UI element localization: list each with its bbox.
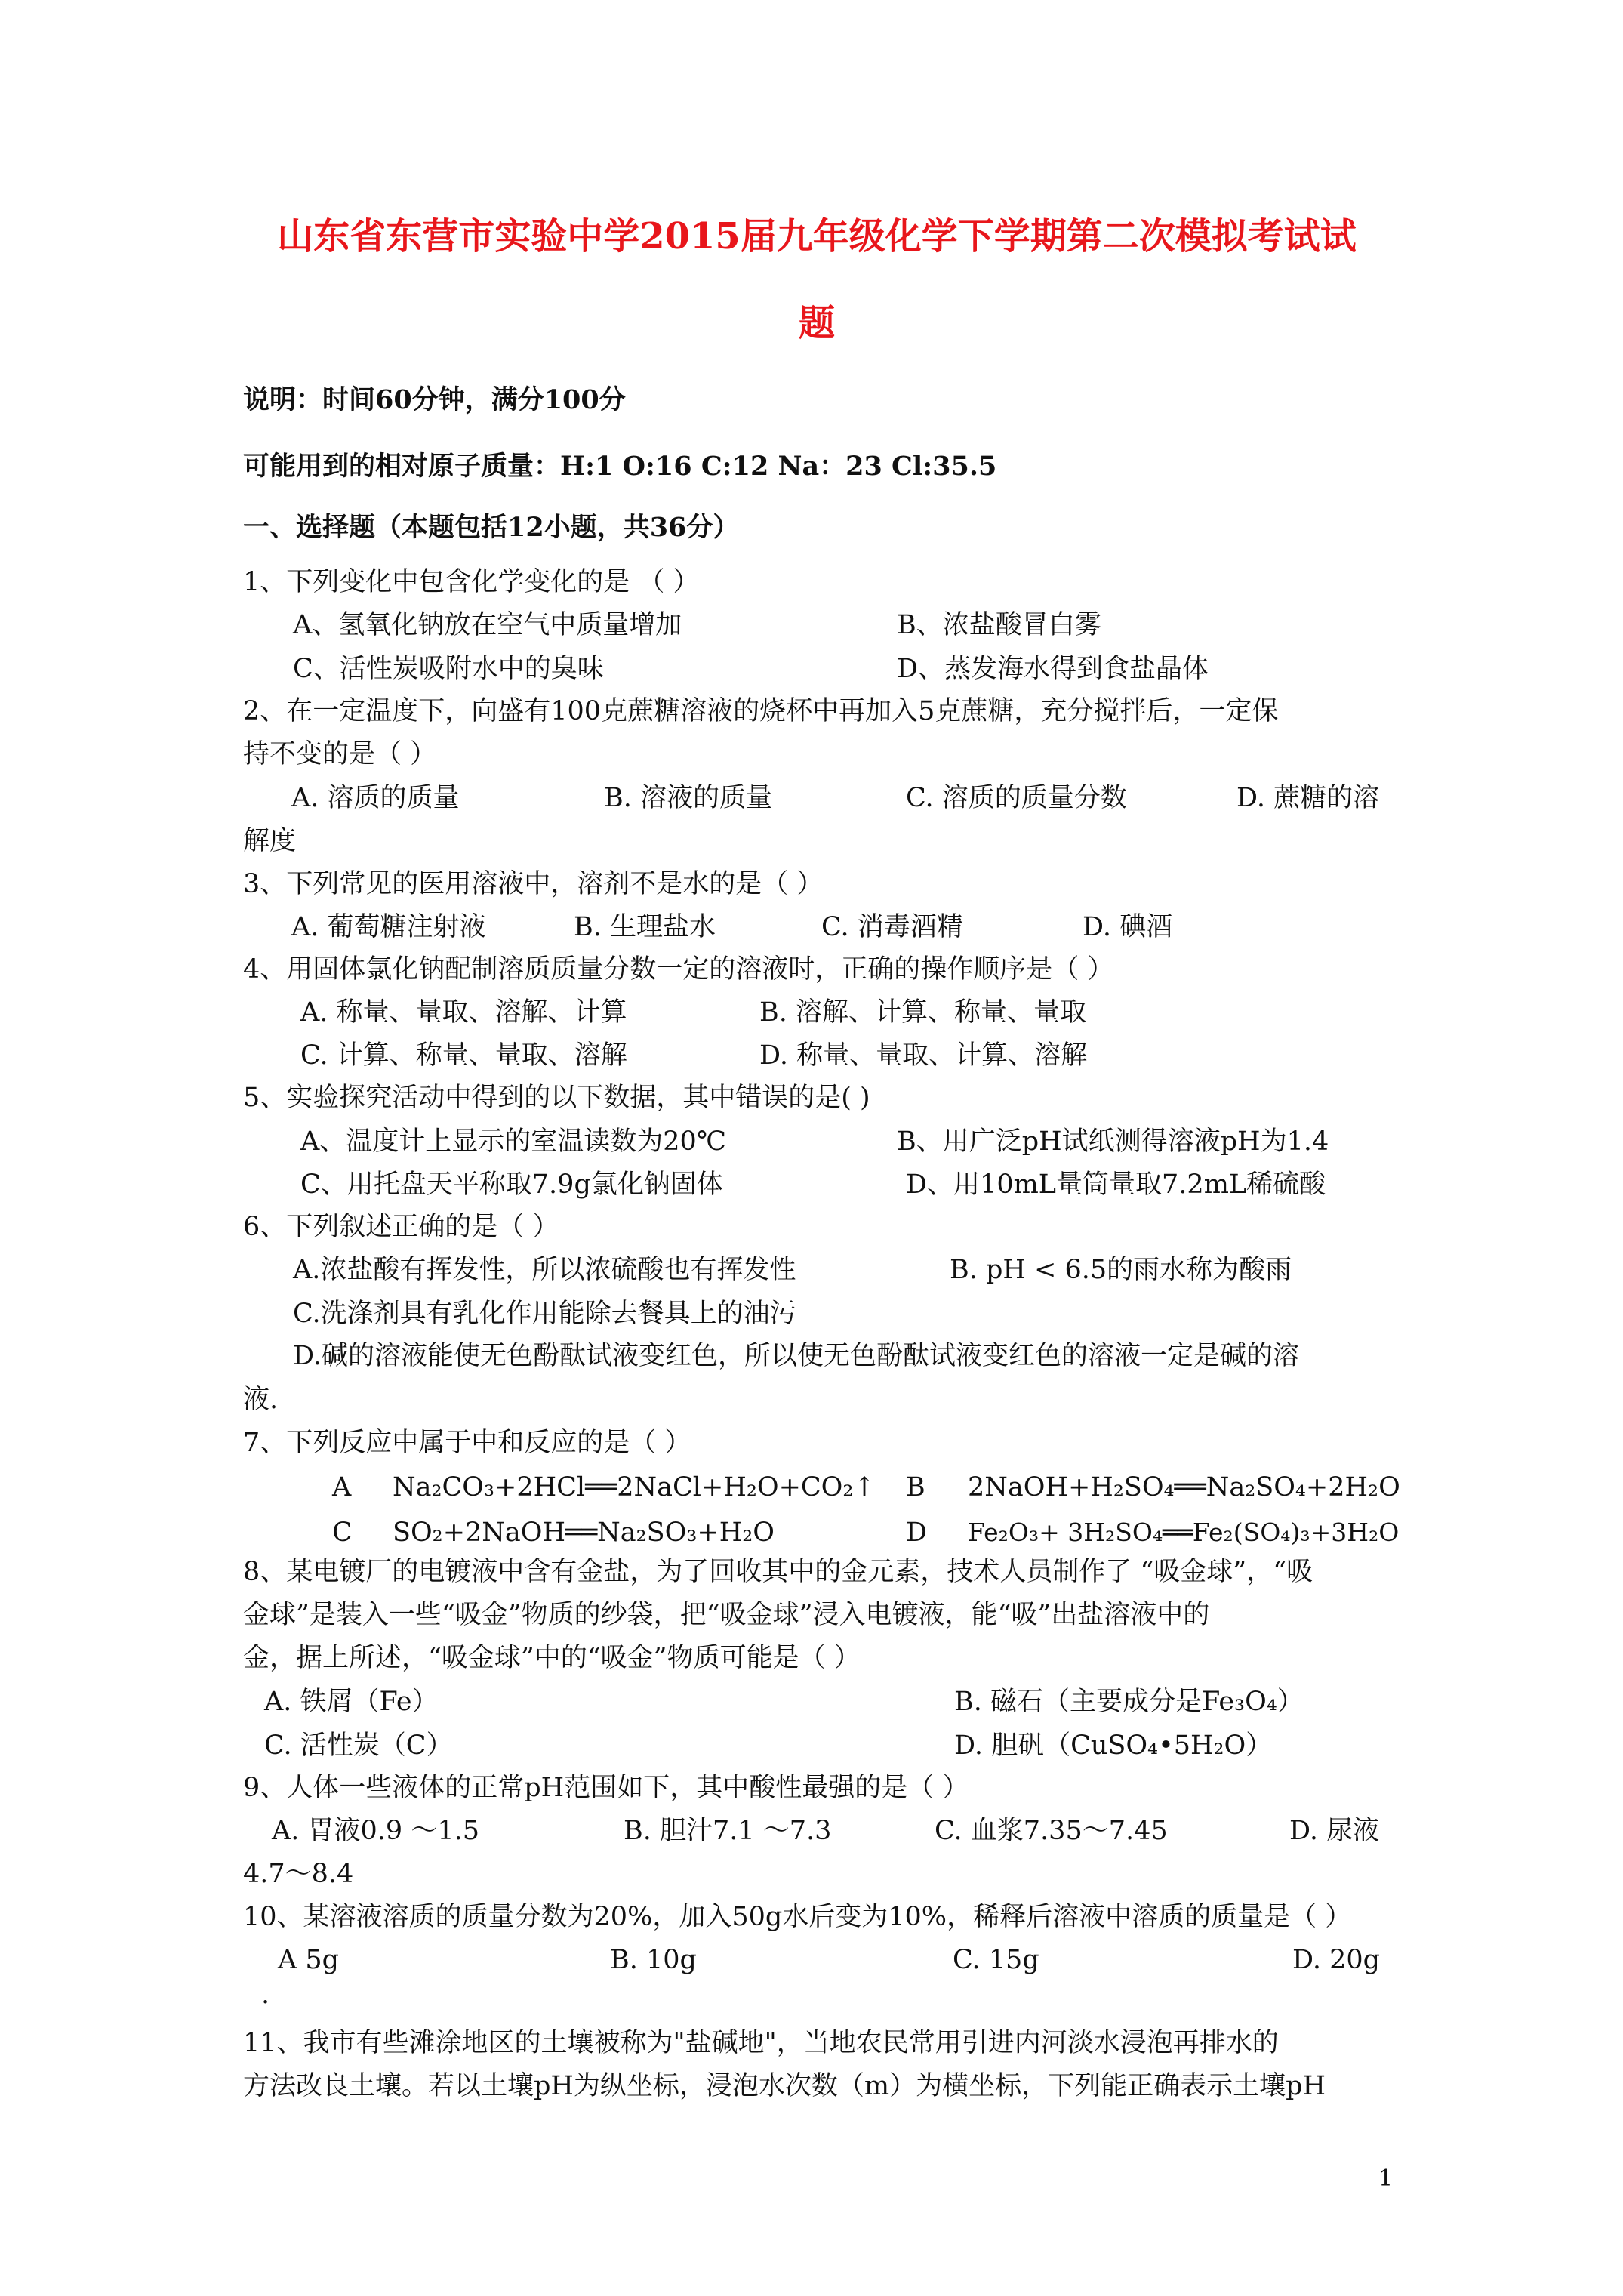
q9-stem: 9、人体一些液体的正常pH范围如下，其中酸性最强的是（ ）	[243, 1773, 969, 1803]
q8-option-c: C. 活性炭（C）	[264, 1730, 453, 1761]
section-heading: 一、选择题（本题包括12小题，共36分）	[243, 512, 740, 543]
q1-option-a: A、氢氧化钠放在空气中质量增加	[293, 610, 682, 640]
q2-option-a: A. 溶质的质量	[291, 783, 460, 813]
q7-option-b-equation: 2NaOH+H₂SO₄══Na₂SO₄+2H₂O	[968, 1472, 1400, 1502]
q4-stem: 4、用固体氯化钠配制溶质质量分数一定的溶液时，正确的操作顺序是（ ）	[243, 954, 1114, 985]
q8-option-d: D. 胆矾（CuSO₄•5H₂O）	[954, 1730, 1273, 1761]
q3-option-b: B. 生理盐水	[574, 912, 716, 942]
q11-stem-line2: 方法改良土壤。若以土壤pH为纵坐标，浸泡水次数（m）为横坐标，下列能正确表示土壤pH	[243, 2071, 1326, 2101]
q1-option-b: B、浓盐酸冒白雾	[897, 610, 1101, 640]
q8-stem-line2: 金球”是装入一些“吸金”物质的纱袋，把“吸金球”浸入电镀液，能“吸”出盐溶液中的	[243, 1600, 1210, 1630]
page-number: 1	[1378, 2165, 1394, 2192]
q5-option-a: A、温度计上显示的室温读数为20℃	[300, 1126, 726, 1157]
q4-option-d: D. 称量、量取、计算、溶解	[759, 1040, 1088, 1071]
q8-option-b: B. 磁石（主要成分是Fe₃O₄）	[954, 1687, 1304, 1717]
q3-option-a: A. 葡萄糖注射液	[291, 912, 486, 942]
q8-option-a: A. 铁屑（Fe）	[264, 1687, 439, 1717]
atomic-mass-info: 可能用到的相对原子质量：H:1 O:16 C:12 Na：23 Cl:35.5	[243, 451, 997, 482]
q10-option-b: B. 10g	[610, 1945, 697, 1975]
q5-stem: 5、实验探究活动中得到的以下数据，其中错误的是( )	[243, 1083, 870, 1113]
q6-option-b: B. pH < 6.5的雨水称为酸雨	[950, 1255, 1292, 1285]
q7-option-d-label: D	[906, 1518, 928, 1548]
q2-stem-line2: 持不变的是（ ）	[243, 739, 437, 769]
q10-option-d: D. 20g	[1292, 1945, 1381, 1975]
q4-option-b: B. 溶解、计算、称量、量取	[759, 997, 1086, 1028]
q2-option-c: C. 溶质的质量分数	[906, 783, 1127, 813]
q5-option-c: C、用托盘天平称取7.9g氯化钠固体	[300, 1170, 723, 1200]
q1-option-d: D、蒸发海水得到食盐晶体	[897, 654, 1209, 684]
q1-stem: 1、下列变化中包含化学变化的是 （ ）	[243, 567, 700, 597]
exam-title-line2: 题	[798, 302, 835, 344]
q8-stem-line1: 8、某电镀厂的电镀液中含有金盐，为了回收其中的金元素，技术人员制作了 “吸金球”，“吸	[243, 1557, 1313, 1587]
q9-option-b: B. 胆汁7.1 ～7.3	[624, 1816, 832, 1846]
q7-stem: 7、下列反应中属于中和反应的是（ ）	[243, 1428, 691, 1458]
q9-option-a: A. 胃液0.9 ～1.5	[272, 1816, 479, 1846]
q6-option-c: C.洗涤剂具有乳化作用能除去餐具上的油污	[293, 1299, 796, 1329]
q8-stem-line3: 金，据上所述，“吸金球”中的“吸金”物质可能是（ ）	[243, 1643, 861, 1673]
q2-option-b: B. 溶液的质量	[604, 783, 772, 813]
q6-option-d-cont: 液.	[243, 1385, 279, 1415]
q3-option-c: C. 消毒酒精	[821, 912, 963, 942]
q7-option-c-equation: SO₂+2NaOH══Na₂SO₃+H₂O	[393, 1518, 775, 1548]
q9-option-d-cont: 4.7～8.4	[243, 1859, 354, 1889]
q7-option-b-label: B	[906, 1472, 925, 1502]
q6-stem: 6、下列叙述正确的是（ ）	[243, 1212, 559, 1242]
exam-title-line1: 山东省东营市实验中学2015届九年级化学下学期第二次模拟考试试	[277, 215, 1357, 257]
q10-option-c: C. 15g	[953, 1945, 1039, 1975]
q7-option-a-equation: Na₂CO₃+2HCl══2NaCl+H₂O+CO₂↑	[393, 1472, 876, 1502]
q3-option-d: D. 碘酒	[1083, 912, 1173, 942]
q5-option-d: D、用10mL量筒量取7.2mL稀硫酸	[906, 1170, 1326, 1200]
q2-stem-line1: 2、在一定温度下，向盛有100克蔗糖溶液的烧杯中再加入5克蔗糖，充分搅拌后，一定保	[243, 696, 1279, 726]
q10-stem: 10、某溶液溶质的质量分数为20%，加入50g水后变为10%，稀释后溶液中溶质的质量是（ ）	[243, 1902, 1352, 1932]
q1-option-c: C、活性炭吸附水中的臭味	[293, 654, 604, 684]
q10-option-a: A 5g	[278, 1945, 340, 1975]
q3-stem: 3、下列常见的医用溶液中，溶剂不是水的是（ ）	[243, 869, 824, 899]
q2-option-d-cont: 解度	[243, 826, 297, 856]
q7-option-a-label: A	[332, 1472, 352, 1502]
q4-option-a: A. 称量、量取、溶解、计算	[300, 997, 627, 1028]
q7-option-d-equation: Fe₂O₃+ 3H₂SO₄══Fe₂(SO₄)₃+3H₂O	[968, 1518, 1400, 1547]
q7-option-c-label: C	[332, 1518, 353, 1548]
q6-option-d: D.碱的溶液能使无色酚酞试液变红色，所以使无色酚酞试液变红色的溶液一定是碱的溶	[293, 1341, 1299, 1371]
q4-option-c: C. 计算、称量、量取、溶解	[300, 1040, 627, 1071]
q5-option-b: B、用广泛pH试纸测得溶液pH为1.4	[897, 1126, 1329, 1157]
exam-note: 说明：时间60分钟，满分100分	[243, 384, 626, 415]
q9-option-c: C. 血浆7.35～7.45	[935, 1816, 1168, 1846]
q10-trailing-dot: .	[261, 1980, 270, 2010]
q9-option-d: D. 尿液	[1289, 1816, 1380, 1846]
q11-stem-line1: 11、我市有些滩涂地区的土壤被称为"盐碱地"，当地农民常用引进内河淡水浸泡再排水的	[243, 2028, 1279, 2058]
q6-option-a: A.浓盐酸有挥发性，所以浓硫酸也有挥发性	[293, 1255, 796, 1285]
q2-option-d: D. 蔗糖的溶	[1236, 783, 1380, 813]
